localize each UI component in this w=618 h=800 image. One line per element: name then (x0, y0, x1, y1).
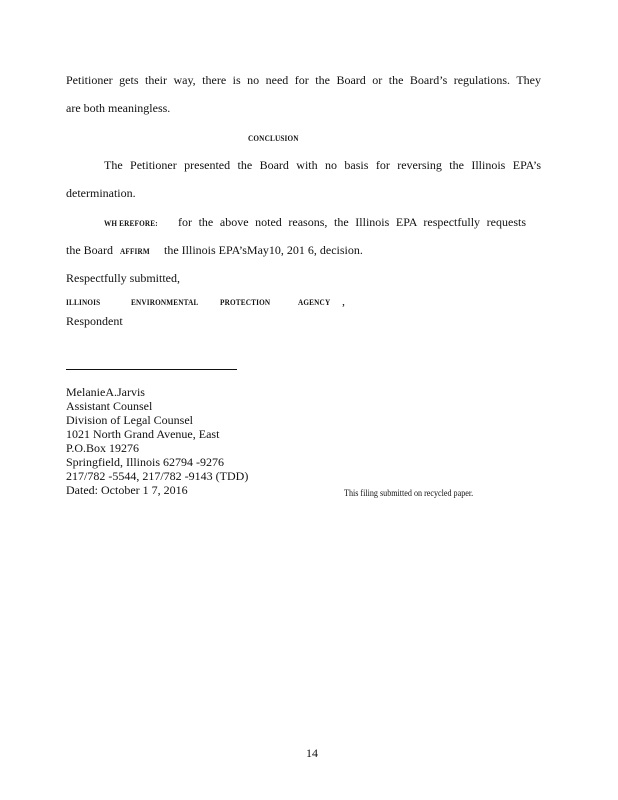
sig-city: Springfield, Illinois 62794 -9276 (66, 455, 224, 469)
paragraph-3-line-1-rest: for the above noted reasons, the Illinois EPA respectfully requests (178, 215, 526, 229)
sig-po-box: P.O.Box 19276 (66, 441, 140, 455)
paragraph-2-line-1: The Petitioner presented the Board with no basis for reversing the Illinois EPA’s (104, 158, 541, 172)
recycled-paper-note: This filing submitted on recycled paper. (344, 488, 474, 498)
agency-comma: , (342, 294, 345, 308)
agency-word-1 (66, 294, 106, 309)
agency-word-4 (298, 294, 336, 309)
sig-division: Division of Legal Counsel (66, 413, 193, 427)
paragraph-2-line-2: determination. (66, 186, 136, 200)
agency-word-3 (220, 294, 279, 309)
paragraph-3-line-1 (104, 215, 167, 230)
sig-dated: Dated: October 1 7, 2016 (66, 483, 188, 497)
conclusion-heading-text: CONCLUSION (248, 133, 299, 143)
agency-word-environmental: ENVIRONMENTAL (131, 297, 199, 307)
paragraph-3-line-2-start: the Board (66, 243, 113, 257)
paragraph-1-line-2: are both meaningless. (66, 101, 171, 115)
agency-word-agency: AGENCY (298, 297, 331, 307)
agency-word-2 (131, 294, 210, 309)
signature-line (66, 369, 237, 370)
respondent: Respondent (66, 314, 123, 328)
agency-word-illinois: ILLINOIS (66, 297, 101, 307)
paragraph-3-line-2 (66, 243, 113, 257)
affirm-label: AFFIRM (120, 246, 150, 256)
sig-phone: 217/782 -5544, 217/782 -9143 (TDD) (66, 469, 249, 483)
page-number: 14 (306, 746, 318, 760)
sig-address: 1021 North Grand Avenue, East (66, 427, 220, 441)
wherefore-label: WH EREFORE: (104, 218, 158, 228)
agency-word-protection: PROTECTION (220, 297, 271, 307)
sig-title: Assistant Counsel (66, 399, 153, 413)
affirm-wrapper (120, 243, 155, 258)
respectfully-submitted: Respectfully submitted, (66, 271, 180, 285)
paragraph-1-line-1: Petitioner gets their way, there is no need for the Board or the Board’s regulations. They (66, 73, 541, 87)
conclusion-heading (248, 130, 308, 145)
sig-name: MelanieA.Jarvis (66, 385, 145, 399)
paragraph-3-line-2-rest: the Illinois EPA’sMay10, 201 6, decision. (164, 243, 363, 257)
